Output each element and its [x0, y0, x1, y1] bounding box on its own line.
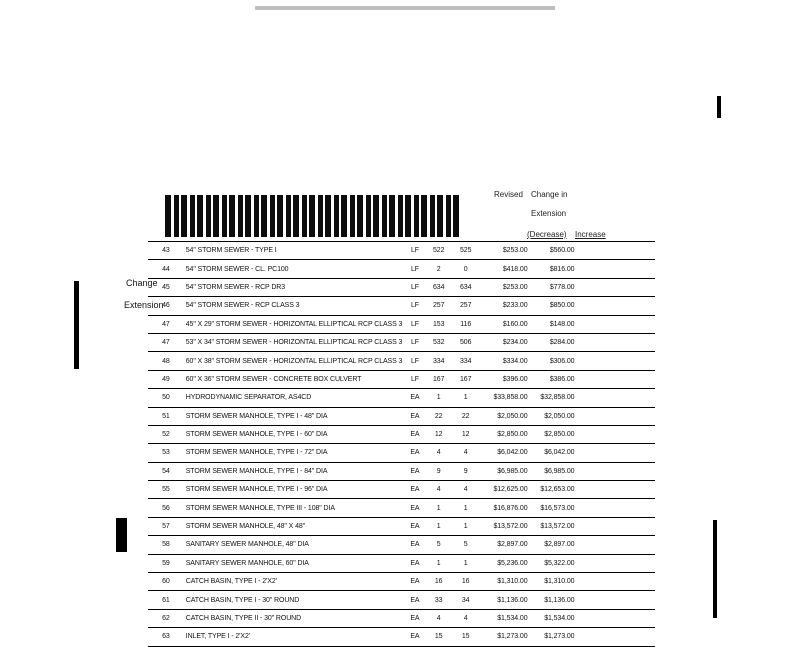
item-number: 45 [148, 278, 184, 296]
item-description: STORM SEWER MANHOLE, 48" X 48" [184, 517, 405, 535]
item-number: 47 [148, 315, 184, 333]
item-quantity: 167 [426, 370, 452, 388]
item-unit: EA [404, 609, 425, 627]
item-revised-quantity: 506 [452, 333, 480, 351]
item-description: STORM SEWER MANHOLE, TYPE I - 96" DIA [184, 481, 405, 499]
item-extension: $5,322.00 [530, 554, 577, 572]
item-change-cell [576, 242, 655, 260]
item-extension: $2,050.00 [530, 407, 577, 425]
header-change-in: Change in [531, 190, 568, 199]
item-change-cell [576, 407, 655, 425]
item-change-cell [576, 278, 655, 296]
item-unit-price: $2,850.00 [480, 425, 530, 443]
item-quantity: 634 [426, 278, 452, 296]
item-revised-quantity: 22 [452, 407, 480, 425]
item-description: CATCH BASIN, TYPE II - 30" ROUND [184, 609, 405, 627]
item-unit-price: $234.00 [480, 333, 530, 351]
item-extension: $16,573.00 [530, 499, 577, 517]
item-quantity: 33 [426, 591, 452, 609]
bid-items-table [148, 241, 655, 647]
item-description: 54" STORM SEWER - RCP CLASS 3 [184, 297, 405, 315]
item-unit: LF [404, 260, 425, 278]
table-row [148, 628, 655, 646]
item-unit-price: $13,572.00 [480, 517, 530, 535]
table-row [148, 481, 655, 499]
table-row [148, 425, 655, 443]
item-number: 48 [148, 352, 184, 370]
item-change-cell [576, 554, 655, 572]
item-unit-price: $16,876.00 [480, 499, 530, 517]
item-change-cell [576, 536, 655, 554]
item-number: 51 [148, 407, 184, 425]
item-change-cell [576, 481, 655, 499]
item-revised-quantity: 634 [452, 278, 480, 296]
item-change-cell [576, 609, 655, 627]
item-description: STORM SEWER MANHOLE, TYPE III - 108" DIA [184, 499, 405, 517]
item-unit: LF [404, 297, 425, 315]
header-decrease: (Decrease) [527, 230, 567, 239]
item-unit: LF [404, 370, 425, 388]
item-description: 54" STORM SEWER - TYPE I [184, 242, 405, 260]
table-row [148, 260, 655, 278]
item-change-cell [576, 389, 655, 407]
item-change-cell [576, 444, 655, 462]
item-number: 61 [148, 591, 184, 609]
item-number: 43 [148, 242, 184, 260]
item-change-cell [576, 297, 655, 315]
item-description: STORM SEWER MANHOLE, TYPE I - 84" DIA [184, 462, 405, 480]
scan-artifact-right-top [717, 96, 721, 118]
table-row [148, 389, 655, 407]
item-description: SANITARY SEWER MANHOLE, 60" DIA [184, 554, 405, 572]
item-change-cell [576, 517, 655, 535]
item-unit-price: $1,534.00 [480, 609, 530, 627]
item-change-cell [576, 425, 655, 443]
item-extension: $778.00 [530, 278, 577, 296]
item-change-cell [576, 462, 655, 480]
table-row [148, 315, 655, 333]
item-quantity: 12 [426, 425, 452, 443]
table-row [148, 517, 655, 535]
item-unit-price: $334.00 [480, 352, 530, 370]
item-revised-quantity: 257 [452, 297, 480, 315]
item-change-cell [576, 591, 655, 609]
item-unit: EA [404, 591, 425, 609]
item-quantity: 5 [426, 536, 452, 554]
item-revised-quantity: 525 [452, 242, 480, 260]
item-change-cell [576, 370, 655, 388]
item-quantity: 4 [426, 444, 452, 462]
table-row [148, 573, 655, 591]
item-revised-quantity: 1 [452, 554, 480, 572]
item-revised-quantity: 34 [452, 591, 480, 609]
item-extension: $816.00 [530, 260, 577, 278]
item-unit-price: $12,625.00 [480, 481, 530, 499]
item-extension: $2,897.00 [530, 536, 577, 554]
item-description: STORM SEWER MANHOLE, TYPE I - 60" DIA [184, 425, 405, 443]
item-number: 58 [148, 536, 184, 554]
item-unit: LF [404, 333, 425, 351]
item-number: 47 [148, 333, 184, 351]
table-row [148, 462, 655, 480]
item-unit: EA [404, 425, 425, 443]
item-unit: EA [404, 462, 425, 480]
item-change-cell [576, 573, 655, 591]
item-quantity: 15 [426, 628, 452, 646]
item-extension: $1,273.00 [530, 628, 577, 646]
item-unit: EA [404, 444, 425, 462]
item-change-cell [576, 499, 655, 517]
item-revised-quantity: 1 [452, 517, 480, 535]
item-number: 57 [148, 517, 184, 535]
item-unit: EA [404, 499, 425, 517]
item-description: SANITARY SEWER MANHOLE, 48" DIA [184, 536, 405, 554]
item-unit: LF [404, 352, 425, 370]
item-unit-price: $160.00 [480, 315, 530, 333]
item-quantity: 2 [426, 260, 452, 278]
item-unit: EA [404, 407, 425, 425]
item-number: 49 [148, 370, 184, 388]
table-row [148, 242, 655, 260]
item-description: 60" X 38" STORM SEWER - HORIZONTAL ELLIPTICAL RCP CLASS 3 [184, 352, 405, 370]
item-change-cell [576, 260, 655, 278]
item-extension: $1,534.00 [530, 609, 577, 627]
table-row [148, 609, 655, 627]
item-revised-quantity: 12 [452, 425, 480, 443]
item-revised-quantity: 4 [452, 609, 480, 627]
item-number: 53 [148, 444, 184, 462]
item-unit: EA [404, 536, 425, 554]
item-number: 55 [148, 481, 184, 499]
item-revised-quantity: 5 [452, 536, 480, 554]
item-unit-price: $33,858.00 [480, 389, 530, 407]
scan-artifact-left-block [116, 518, 127, 552]
item-quantity: 22 [426, 407, 452, 425]
item-revised-quantity: 0 [452, 260, 480, 278]
item-quantity: 257 [426, 297, 452, 315]
item-quantity: 4 [426, 609, 452, 627]
item-revised-quantity: 334 [452, 352, 480, 370]
item-unit: EA [404, 517, 425, 535]
table-row [148, 591, 655, 609]
item-extension: $850.00 [530, 297, 577, 315]
item-unit: EA [404, 481, 425, 499]
item-unit-price: $233.00 [480, 297, 530, 315]
item-number: 50 [148, 389, 184, 407]
table-row [148, 554, 655, 572]
item-number: 60 [148, 573, 184, 591]
item-revised-quantity: 4 [452, 444, 480, 462]
scan-artifact-top [255, 6, 555, 10]
item-number: 56 [148, 499, 184, 517]
item-change-cell [576, 315, 655, 333]
item-unit-price: $418.00 [480, 260, 530, 278]
item-unit: LF [404, 242, 425, 260]
table-row [148, 297, 655, 315]
item-quantity: 16 [426, 573, 452, 591]
item-extension: $12,653.00 [530, 481, 577, 499]
item-extension: $6,042.00 [530, 444, 577, 462]
item-unit: LF [404, 315, 425, 333]
item-extension: $1,310.00 [530, 573, 577, 591]
item-unit: EA [404, 573, 425, 591]
item-unit-price: $2,050.00 [480, 407, 530, 425]
item-change-cell [576, 333, 655, 351]
table-row [148, 444, 655, 462]
item-quantity: 334 [426, 352, 452, 370]
item-revised-quantity: 4 [452, 481, 480, 499]
redacted-header [165, 195, 460, 237]
item-unit-price: $6,985.00 [480, 462, 530, 480]
table-row [148, 536, 655, 554]
side-label-change: Change [126, 278, 158, 288]
item-quantity: 4 [426, 481, 452, 499]
item-extension: $560.00 [530, 242, 577, 260]
item-unit-price: $2,897.00 [480, 536, 530, 554]
item-description: CATCH BASIN, TYPE I - 30" ROUND [184, 591, 405, 609]
item-description: 54" STORM SEWER - RCP DR3 [184, 278, 405, 296]
table-row [148, 407, 655, 425]
item-extension: $2,850.00 [530, 425, 577, 443]
item-number: 54 [148, 462, 184, 480]
item-quantity: 1 [426, 499, 452, 517]
item-revised-quantity: 16 [452, 573, 480, 591]
item-unit: EA [404, 628, 425, 646]
item-extension: $148.00 [530, 315, 577, 333]
item-quantity: 1 [426, 389, 452, 407]
header-revised: Revised [494, 190, 523, 199]
item-quantity: 532 [426, 333, 452, 351]
item-number: 59 [148, 554, 184, 572]
item-unit: EA [404, 389, 425, 407]
item-unit-price: $1,310.00 [480, 573, 530, 591]
table-row [148, 278, 655, 296]
item-extension: $1,136.00 [530, 591, 577, 609]
item-description: HYDRODYNAMIC SEPARATOR, AS4CD [184, 389, 405, 407]
item-quantity: 1 [426, 517, 452, 535]
item-revised-quantity: 15 [452, 628, 480, 646]
item-extension: $284.00 [530, 333, 577, 351]
item-unit-price: $5,236.00 [480, 554, 530, 572]
item-quantity: 522 [426, 242, 452, 260]
item-unit-price: $6,042.00 [480, 444, 530, 462]
item-extension: $386.00 [530, 370, 577, 388]
item-description: 60" X 36" STORM SEWER - CONCRETE BOX CULVERT [184, 370, 405, 388]
item-unit-price: $1,273.00 [480, 628, 530, 646]
item-quantity: 1 [426, 554, 452, 572]
item-change-cell [576, 352, 655, 370]
item-revised-quantity: 167 [452, 370, 480, 388]
item-number: 52 [148, 425, 184, 443]
item-change-cell [576, 628, 655, 646]
scan-artifact-right-bottom [713, 520, 717, 618]
item-quantity: 9 [426, 462, 452, 480]
item-number: 62 [148, 609, 184, 627]
item-number: 63 [148, 628, 184, 646]
item-number: 44 [148, 260, 184, 278]
item-unit: LF [404, 278, 425, 296]
table-row [148, 333, 655, 351]
item-description: STORM SEWER MANHOLE, TYPE I - 72" DIA [184, 444, 405, 462]
item-extension: $32,858.00 [530, 389, 577, 407]
item-description: STORM SEWER MANHOLE, TYPE I - 48" DIA [184, 407, 405, 425]
item-unit-price: $1,136.00 [480, 591, 530, 609]
item-description: 45" X 29" STORM SEWER - HORIZONTAL ELLIPTICAL RCP CLASS 3 [184, 315, 405, 333]
item-quantity: 153 [426, 315, 452, 333]
item-extension: $13,572.00 [530, 517, 577, 535]
item-revised-quantity: 1 [452, 389, 480, 407]
scan-artifact-left-bar [74, 281, 79, 369]
item-description: CATCH BASIN, TYPE I - 2'X2' [184, 573, 405, 591]
item-unit-price: $396.00 [480, 370, 530, 388]
item-revised-quantity: 1 [452, 499, 480, 517]
item-number: 46 [148, 297, 184, 315]
table-row [148, 352, 655, 370]
item-revised-quantity: 116 [452, 315, 480, 333]
table-row [148, 499, 655, 517]
item-revised-quantity: 9 [452, 462, 480, 480]
item-unit: EA [404, 554, 425, 572]
item-description: 54" STORM SEWER - CL. PC100 [184, 260, 405, 278]
header-extension: Extension [531, 209, 567, 218]
item-extension: $6,985.00 [530, 462, 577, 480]
item-unit-price: $253.00 [480, 242, 530, 260]
table-row [148, 370, 655, 388]
side-label-extension: Extension [124, 300, 164, 310]
item-unit-price: $253.00 [480, 278, 530, 296]
item-description: INLET, TYPE I - 2'X2' [184, 628, 405, 646]
item-extension: $306.00 [530, 352, 577, 370]
header-increase: Increase [575, 230, 606, 239]
item-description: 53" X 34" STORM SEWER - HORIZONTAL ELLIPTICAL RCP CLASS 3 [184, 333, 405, 351]
